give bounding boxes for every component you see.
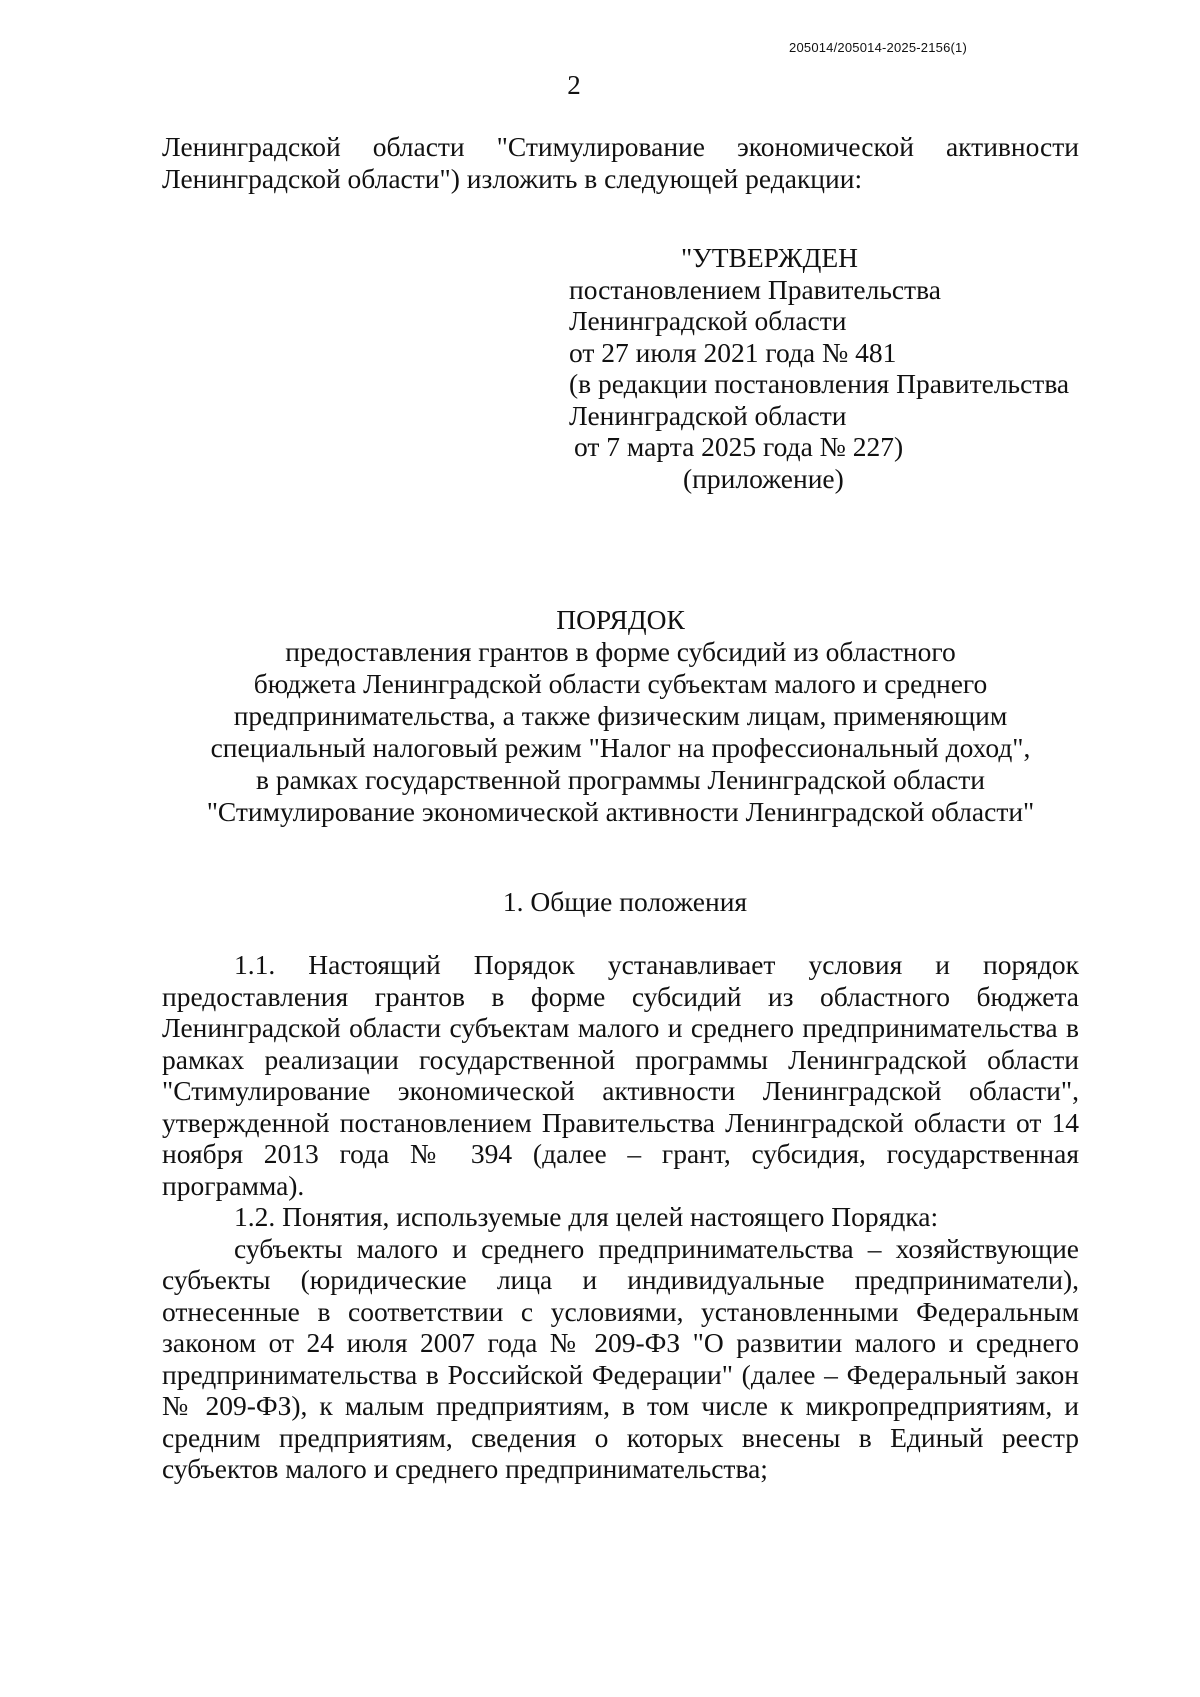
document-subtitle-line: предпринимательства, а также физическим лицам, применяющим	[233, 700, 1008, 731]
approval-line: Ленинградской области	[569, 399, 847, 431]
document-subtitle-line: специальный налоговый режим "Налог на профессиональный доход",	[210, 732, 1031, 763]
document-registration-number: 205014/205014-2025-2156(1)	[789, 40, 967, 55]
document-title	[162, 604, 1079, 828]
section-heading: 1. Общие положения	[502, 886, 748, 917]
approval-line: от 7 марта 2025 года № 227)	[574, 431, 904, 462]
paragraph-1-2: 1.2. Понятия, используемые для целей настоящего Порядка:	[234, 1201, 939, 1232]
paragraph-1-1: 1.1. Настоящий Порядок устанавливает условия и порядок предоставления грантов в форме субсидий из областного бюджета Ленинградской области субъектам малого и среднего предпринимательства в рамках реализации государственной программы Ленинградской области "Стимулирование экономической активности Ленинградской области", утвержденной постановлением Правительства Ленинградской области от 14 ноября 2013 года № 394 (далее – грант, субсидия, государственная программа).	[162, 949, 1079, 1201]
approval-block	[569, 242, 1089, 494]
page-number: 2	[567, 70, 581, 100]
document-subtitle-line: бюджета Ленинградской области субъектам малого и среднего	[253, 668, 988, 699]
document-subtitle-line: в рамках государственной программы Ленинградской области	[256, 764, 985, 795]
document-subtitle-line: предоставления грантов в форме субсидий из областного	[285, 636, 956, 667]
approval-appendix-label: (приложение)	[683, 462, 844, 494]
intro-paragraph: Ленинградской области "Стимулирование экономической активности Ленинградской области") изложить в следующей редакции:	[162, 131, 1079, 194]
document-title-heading: ПОРЯДОК	[556, 604, 685, 635]
approval-line: постановлением Правительства	[569, 273, 941, 305]
definition-paragraph: субъекты малого и среднего предпринимательства – хозяйствующие субъекты (юридические лица и индивидуальные предприниматели), отнесенные в соответствии с условиями, установленными Федеральным законом от 24 июля 2007 года № 209-ФЗ "О развитии малого и среднего предпринимательства в Российской Федерации" (далее – Федеральный закон № 209-ФЗ), к малым предприятиям, в том числе к микропредприятиям, и средним предприятиям, сведения о которых внесены в Единый реестр субъектов малого и среднего предпринимательства;	[162, 1232, 1079, 1484]
approval-line: (в редакции постановления Правительства	[569, 368, 1070, 399]
approval-heading: "УТВЕРЖДЕН	[681, 242, 859, 273]
approval-line: Ленинградской области	[569, 305, 847, 336]
approval-line: от 27 июля 2021 года № 481	[569, 336, 897, 368]
section-body	[162, 949, 1079, 1485]
document-subtitle-line: "Стимулирование экономической активности Ленинградской области"	[206, 796, 1035, 827]
